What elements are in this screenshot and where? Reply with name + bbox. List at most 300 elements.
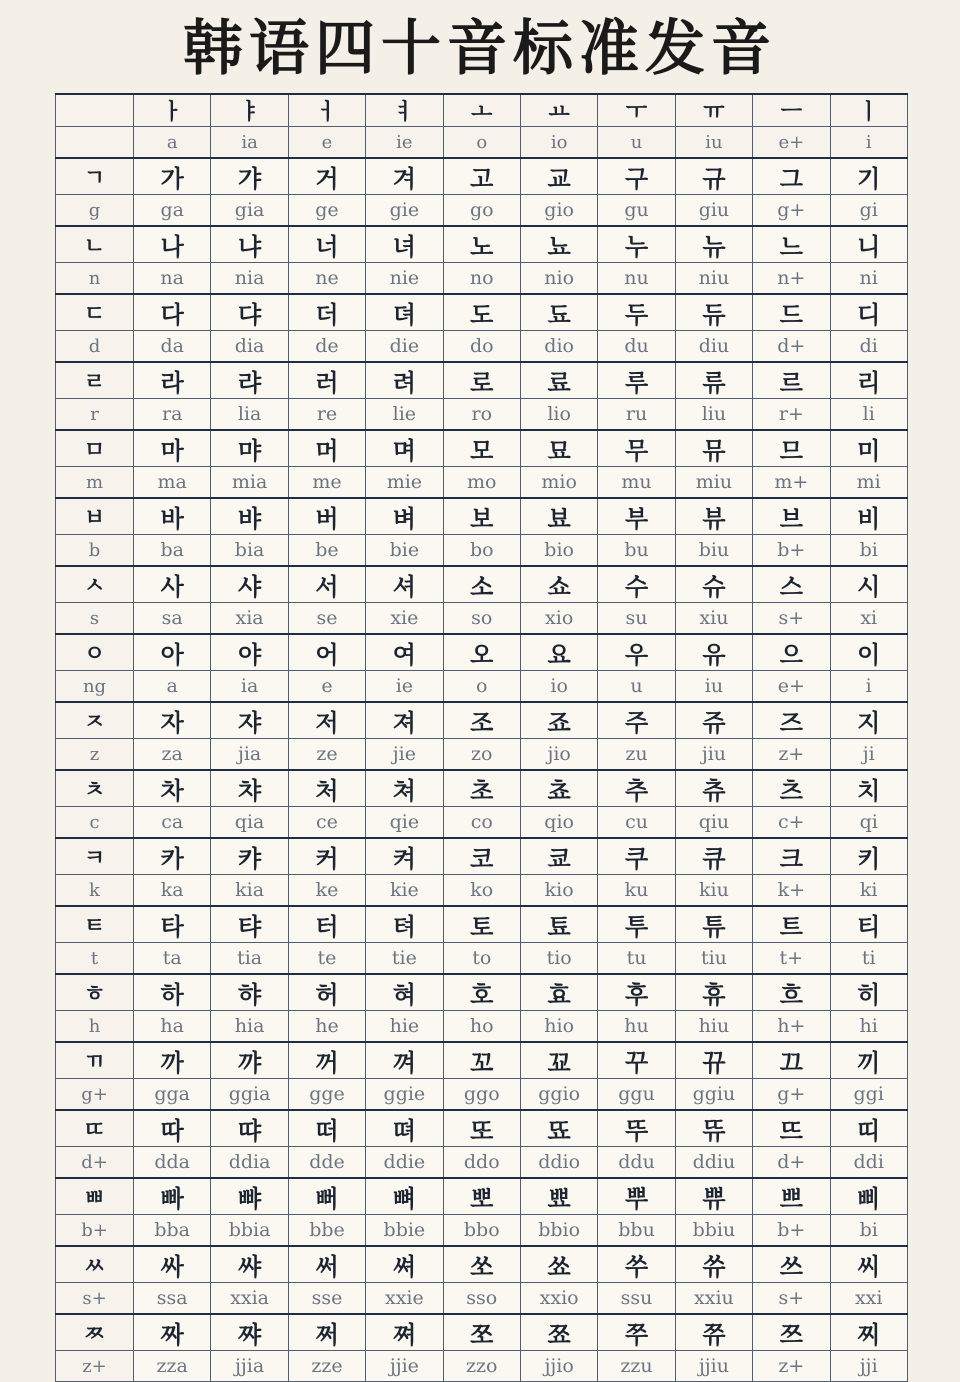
romanization-cell: zzu (598, 1351, 675, 1382)
consonant-cell: ㅇ (56, 634, 134, 671)
syllable-cell: 지 (830, 702, 907, 739)
syllable-row (56, 158, 908, 195)
romanization-cell: ke (288, 875, 365, 907)
syllable-cell: 겨 (366, 158, 443, 195)
romanization-cell: dia (211, 331, 288, 363)
consonant-roman-cell: t (56, 943, 134, 975)
syllable-cell: 탸 (211, 906, 288, 943)
syllable-cell: 뺘 (211, 1178, 288, 1215)
syllable-cell: 터 (288, 906, 365, 943)
consonant-cell: ㄱ (56, 158, 134, 195)
syllable-row (56, 1246, 908, 1283)
romanization-row (56, 263, 908, 295)
syllable-cell: 가 (134, 158, 211, 195)
syllable-cell: 뇨 (520, 226, 597, 263)
syllable-row (56, 634, 908, 671)
romanization-cell: sso (443, 1283, 520, 1315)
romanization-cell: xi (830, 603, 907, 635)
romanization-cell: bi (830, 1215, 907, 1247)
syllable-cell: 후 (598, 974, 675, 1011)
syllable-cell: 먀 (211, 430, 288, 467)
syllable-cell: 또 (443, 1110, 520, 1147)
consonant-cell: ㅉ (56, 1314, 134, 1351)
romanization-cell: ji (830, 739, 907, 771)
syllable-cell: 비 (830, 498, 907, 535)
romanization-cell: mia (211, 467, 288, 499)
romanization-cell: bbe (288, 1215, 365, 1247)
syllable-cell: 쬬 (520, 1314, 597, 1351)
romanization-cell: nu (598, 263, 675, 295)
syllable-cell: 료 (520, 362, 597, 399)
romanization-cell: hia (211, 1011, 288, 1043)
romanization-cell: xxiu (675, 1283, 752, 1315)
syllable-cell: 치 (830, 770, 907, 807)
romanization-row (56, 195, 908, 227)
romanization-cell: lie (366, 399, 443, 431)
syllable-cell: 조 (443, 702, 520, 739)
syllable-row (56, 1314, 908, 1351)
syllable-cell: 쑈 (520, 1246, 597, 1283)
syllable-cell: 뗘 (366, 1110, 443, 1147)
syllable-cell: 챠 (211, 770, 288, 807)
syllable-cell: 드 (753, 294, 830, 331)
syllable-cell: 어 (288, 634, 365, 671)
romanization-cell: ra (134, 399, 211, 431)
syllable-cell: 쓰 (753, 1246, 830, 1283)
syllable-cell: 토 (443, 906, 520, 943)
romanization-cell: zza (134, 1351, 211, 1382)
romanization-cell: nie (366, 263, 443, 295)
consonant-roman-cell: z (56, 739, 134, 771)
romanization-cell: iu (675, 671, 752, 703)
syllable-row (56, 702, 908, 739)
romanization-cell: ko (443, 875, 520, 907)
romanization-cell: sse (288, 1283, 365, 1315)
syllable-cell: 라 (134, 362, 211, 399)
syllable-cell: 추 (598, 770, 675, 807)
romanization-cell: he (288, 1011, 365, 1043)
romanization-cell: ne (288, 263, 365, 295)
romanization-cell: re (288, 399, 365, 431)
romanization-cell: na (134, 263, 211, 295)
romanization-cell: za (134, 739, 211, 771)
syllable-cell: 두 (598, 294, 675, 331)
syllable-cell: 아 (134, 634, 211, 671)
syllable-cell: 저 (288, 702, 365, 739)
romanization-row (56, 1147, 908, 1179)
romanization-cell: di (830, 331, 907, 363)
romanization-cell: d+ (753, 1147, 830, 1179)
syllable-cell: 쥬 (675, 702, 752, 739)
romanization-cell: diu (675, 331, 752, 363)
romanization-cell: ddia (211, 1147, 288, 1179)
syllable-cell: 쳐 (366, 770, 443, 807)
romanization-cell: bio (520, 535, 597, 567)
syllable-cell: 껴 (366, 1042, 443, 1079)
syllable-cell: 쇼 (520, 566, 597, 603)
vowel-header-row (56, 94, 908, 127)
romanization-cell: g+ (753, 195, 830, 227)
romanization-cell: e+ (753, 671, 830, 703)
romanization-cell: bba (134, 1215, 211, 1247)
romanization-cell: gio (520, 195, 597, 227)
consonant-roman-cell: z+ (56, 1351, 134, 1382)
romanization-cell: jia (211, 739, 288, 771)
romanization-cell: lio (520, 399, 597, 431)
consonant-roman-cell: b+ (56, 1215, 134, 1247)
romanization-cell: hu (598, 1011, 675, 1043)
syllable-row (56, 430, 908, 467)
syllable-cell: 기 (830, 158, 907, 195)
syllable-cell: 죠 (520, 702, 597, 739)
syllable-cell: 오 (443, 634, 520, 671)
syllable-cell: 떠 (288, 1110, 365, 1147)
syllable-cell: 트 (753, 906, 830, 943)
vowel-header-cell: ㅗ (443, 94, 520, 127)
romanization-cell: t+ (753, 943, 830, 975)
romanization-cell: z+ (753, 739, 830, 771)
consonant-roman-cell: ng (56, 671, 134, 703)
syllable-cell: 듀 (675, 294, 752, 331)
romanization-cell: xie (366, 603, 443, 635)
romanization-cell: h+ (753, 1011, 830, 1043)
romanization-cell: du (598, 331, 675, 363)
syllable-row (56, 770, 908, 807)
vowel-roman-cell: a (134, 127, 211, 159)
vowel-roman-cell: ie (366, 127, 443, 159)
romanization-cell: b+ (753, 535, 830, 567)
syllable-cell: 뵤 (520, 498, 597, 535)
syllable-cell: 꾜 (520, 1042, 597, 1079)
romanization-cell: to (443, 943, 520, 975)
romanization-cell: gga (134, 1079, 211, 1111)
syllable-cell: 묘 (520, 430, 597, 467)
syllable-row (56, 566, 908, 603)
syllable-cell: 요 (520, 634, 597, 671)
consonant-cell: ㅈ (56, 702, 134, 739)
syllable-cell: 여 (366, 634, 443, 671)
romanization-cell: g+ (753, 1079, 830, 1111)
romanization-cell: qia (211, 807, 288, 839)
syllable-cell: 벼 (366, 498, 443, 535)
consonant-cell: ㅎ (56, 974, 134, 1011)
syllable-cell: 쮸 (675, 1314, 752, 1351)
syllable-cell: 나 (134, 226, 211, 263)
syllable-cell: 부 (598, 498, 675, 535)
romanization-cell: gu (598, 195, 675, 227)
romanization-row (56, 467, 908, 499)
romanization-cell: ggiu (675, 1079, 752, 1111)
romanization-cell: mie (366, 467, 443, 499)
consonant-cell: ㄷ (56, 294, 134, 331)
romanization-cell: biu (675, 535, 752, 567)
romanization-cell: hie (366, 1011, 443, 1043)
romanization-cell: jio (520, 739, 597, 771)
romanization-cell: hio (520, 1011, 597, 1043)
romanization-cell: m+ (753, 467, 830, 499)
syllable-cell: 삐 (830, 1178, 907, 1215)
syllable-cell: 뉴 (675, 226, 752, 263)
vowel-roman-cell: e+ (753, 127, 830, 159)
syllable-cell: 주 (598, 702, 675, 739)
syllable-cell: 며 (366, 430, 443, 467)
syllable-row (56, 498, 908, 535)
romanization-cell: ze (288, 739, 365, 771)
syllable-cell: 뾰 (520, 1178, 597, 1215)
romanization-cell: me (288, 467, 365, 499)
syllable-cell: 슈 (675, 566, 752, 603)
romanization-cell: ba (134, 535, 211, 567)
syllable-cell: 므 (753, 430, 830, 467)
romanization-cell: ddiu (675, 1147, 752, 1179)
syllable-row (56, 1042, 908, 1079)
syllable-cell: 댜 (211, 294, 288, 331)
romanization-cell: b+ (753, 1215, 830, 1247)
consonant-cell: ㄸ (56, 1110, 134, 1147)
romanization-cell: ggo (443, 1079, 520, 1111)
syllable-cell: 텨 (366, 906, 443, 943)
consonant-roman-cell: b (56, 535, 134, 567)
romanization-cell: kia (211, 875, 288, 907)
romanization-cell: ggio (520, 1079, 597, 1111)
romanization-row (56, 807, 908, 839)
romanization-cell: xiu (675, 603, 752, 635)
syllable-cell: 그 (753, 158, 830, 195)
syllable-cell: 으 (753, 634, 830, 671)
syllable-cell: 쯔 (753, 1314, 830, 1351)
syllable-cell: 머 (288, 430, 365, 467)
syllable-cell: 셔 (366, 566, 443, 603)
romanization-cell: bbie (366, 1215, 443, 1247)
syllable-cell: 끄 (753, 1042, 830, 1079)
romanization-cell: hiu (675, 1011, 752, 1043)
romanization-cell: dio (520, 331, 597, 363)
romanization-cell: bu (598, 535, 675, 567)
romanization-cell: gie (366, 195, 443, 227)
syllable-cell: 디 (830, 294, 907, 331)
vowel-header-cell: ㅑ (211, 94, 288, 127)
romanization-row (56, 875, 908, 907)
romanization-cell: tu (598, 943, 675, 975)
romanization-cell: mu (598, 467, 675, 499)
romanization-row (56, 399, 908, 431)
syllable-cell: 호 (443, 974, 520, 1011)
syllable-cell: 뿌 (598, 1178, 675, 1215)
romanization-cell: tie (366, 943, 443, 975)
vowel-roman-cell: io (520, 127, 597, 159)
syllable-cell: 빠 (134, 1178, 211, 1215)
syllable-cell: 츄 (675, 770, 752, 807)
syllable-cell: 버 (288, 498, 365, 535)
romanization-row (56, 1079, 908, 1111)
syllable-cell: 샤 (211, 566, 288, 603)
syllable-cell: 려 (366, 362, 443, 399)
syllable-cell: 소 (443, 566, 520, 603)
romanization-cell: zo (443, 739, 520, 771)
syllable-cell: 쎠 (366, 1246, 443, 1283)
syllable-cell: 느 (753, 226, 830, 263)
romanization-cell: bbio (520, 1215, 597, 1247)
syllable-cell: 뷰 (675, 498, 752, 535)
vowel-header-cell: ㅓ (288, 94, 365, 127)
romanization-cell: ddio (520, 1147, 597, 1179)
syllable-cell: 차 (134, 770, 211, 807)
syllable-cell: 쑤 (598, 1246, 675, 1283)
syllable-cell: 뀨 (675, 1042, 752, 1079)
romanization-cell: do (443, 331, 520, 363)
romanization-cell: be (288, 535, 365, 567)
syllable-cell: 야 (211, 634, 288, 671)
syllable-cell: 뽀 (443, 1178, 520, 1215)
romanization-cell: qie (366, 807, 443, 839)
syllable-row (56, 294, 908, 331)
syllable-cell: 뚜 (598, 1110, 675, 1147)
syllable-cell: 찌 (830, 1314, 907, 1351)
romanization-cell: jjie (366, 1351, 443, 1382)
romanization-cell: ggu (598, 1079, 675, 1111)
syllable-cell: 됴 (520, 294, 597, 331)
consonant-cell: ㅂ (56, 498, 134, 535)
syllable-cell: 뚀 (520, 1110, 597, 1147)
romanization-cell: dde (288, 1147, 365, 1179)
syllable-cell: 쓔 (675, 1246, 752, 1283)
romanization-cell: cu (598, 807, 675, 839)
syllable-cell: 규 (675, 158, 752, 195)
syllable-cell: 튜 (675, 906, 752, 943)
vowel-header-cell: ㅕ (366, 94, 443, 127)
vowel-roman-cell: i (830, 127, 907, 159)
romanization-cell: e (288, 671, 365, 703)
syllable-cell: 씨 (830, 1246, 907, 1283)
syllable-row (56, 838, 908, 875)
syllable-cell: 짜 (134, 1314, 211, 1351)
romanization-cell: ho (443, 1011, 520, 1043)
vowel-header-cell: ㅣ (830, 94, 907, 127)
syllable-cell: 랴 (211, 362, 288, 399)
syllable-cell: 혀 (366, 974, 443, 1011)
syllable-cell: 더 (288, 294, 365, 331)
syllable-cell: 끼 (830, 1042, 907, 1079)
syllable-cell: 초 (443, 770, 520, 807)
romanization-cell: ti (830, 943, 907, 975)
romanization-cell: kie (366, 875, 443, 907)
syllable-cell: 써 (288, 1246, 365, 1283)
romanization-cell: hi (830, 1011, 907, 1043)
romanization-cell: de (288, 331, 365, 363)
syllable-cell: 교 (520, 158, 597, 195)
syllable-cell: 시 (830, 566, 907, 603)
romanization-row (56, 943, 908, 975)
romanization-cell: jji (830, 1351, 907, 1382)
vowel-header-cell: ㅏ (134, 94, 211, 127)
syllable-cell: 꼬 (443, 1042, 520, 1079)
syllable-cell: 쩌 (288, 1314, 365, 1351)
syllable-cell: 휴 (675, 974, 752, 1011)
romanization-cell: ni (830, 263, 907, 295)
romanization-cell: bbia (211, 1215, 288, 1247)
consonant-cell: ㅅ (56, 566, 134, 603)
romanization-cell: ge (288, 195, 365, 227)
syllable-cell: 다 (134, 294, 211, 331)
syllable-cell: 브 (753, 498, 830, 535)
syllable-cell: 우 (598, 634, 675, 671)
romanization-cell: z+ (753, 1351, 830, 1382)
romanization-cell: ha (134, 1011, 211, 1043)
consonant-cell: ㅆ (56, 1246, 134, 1283)
syllable-cell: 고 (443, 158, 520, 195)
consonant-roman-cell: r (56, 399, 134, 431)
syllable-cell: 너 (288, 226, 365, 263)
romanization-cell: d+ (753, 331, 830, 363)
romanization-cell: ddo (443, 1147, 520, 1179)
syllable-cell: 히 (830, 974, 907, 1011)
syllable-cell: 뜌 (675, 1110, 752, 1147)
romanization-cell: jjiu (675, 1351, 752, 1382)
syllable-cell: 쿠 (598, 838, 675, 875)
romanization-cell: zzo (443, 1351, 520, 1382)
syllable-cell: 마 (134, 430, 211, 467)
romanization-cell: n+ (753, 263, 830, 295)
syllable-cell: 리 (830, 362, 907, 399)
syllable-cell: 꺄 (211, 1042, 288, 1079)
syllable-cell: 뎌 (366, 294, 443, 331)
consonant-roman-cell: m (56, 467, 134, 499)
romanization-cell: su (598, 603, 675, 635)
pronunciation-table (55, 93, 908, 1382)
romanization-cell: die (366, 331, 443, 363)
romanization-cell: qiu (675, 807, 752, 839)
romanization-cell: nia (211, 263, 288, 295)
syllable-cell: 꾸 (598, 1042, 675, 1079)
syllable-cell: 녀 (366, 226, 443, 263)
page-title: 韩语四十音标准发音 (183, 14, 777, 84)
syllable-cell: 띠 (830, 1110, 907, 1147)
romanization-cell: miu (675, 467, 752, 499)
romanization-cell: mio (520, 467, 597, 499)
romanization-cell: so (443, 603, 520, 635)
syllable-cell: 즈 (753, 702, 830, 739)
consonant-cell: ㄲ (56, 1042, 134, 1079)
syllable-row (56, 906, 908, 943)
romanization-cell: giu (675, 195, 752, 227)
syllable-cell: 타 (134, 906, 211, 943)
syllable-cell: 쌰 (211, 1246, 288, 1283)
romanization-cell: co (443, 807, 520, 839)
consonant-roman-cell: g (56, 195, 134, 227)
syllable-row (56, 362, 908, 399)
syllable-cell: 쁘 (753, 1178, 830, 1215)
corner-cell (56, 94, 134, 127)
syllable-cell: 져 (366, 702, 443, 739)
romanization-cell: xxio (520, 1283, 597, 1315)
consonant-cell: ㄴ (56, 226, 134, 263)
syllable-cell: 따 (134, 1110, 211, 1147)
syllable-cell: 투 (598, 906, 675, 943)
romanization-cell: u (598, 671, 675, 703)
vowel-roman-cell: ia (211, 127, 288, 159)
syllable-cell: 캬 (211, 838, 288, 875)
romanization-row (56, 739, 908, 771)
romanization-cell: ga (134, 195, 211, 227)
romanization-cell: a (134, 671, 211, 703)
syllable-row (56, 1178, 908, 1215)
consonant-cell: ㅃ (56, 1178, 134, 1215)
consonant-roman-cell: c (56, 807, 134, 839)
romanization-cell: qio (520, 807, 597, 839)
syllable-cell: 처 (288, 770, 365, 807)
romanization-cell: gia (211, 195, 288, 227)
syllable-cell: 누 (598, 226, 675, 263)
